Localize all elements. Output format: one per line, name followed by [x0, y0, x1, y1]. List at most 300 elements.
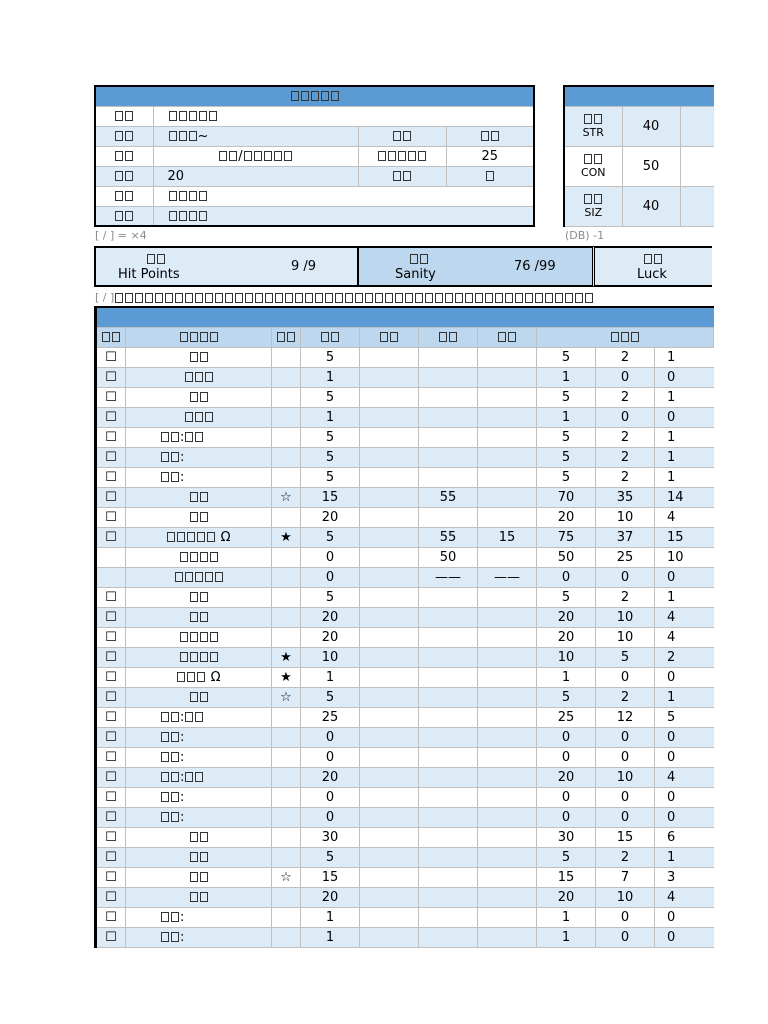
- skill-col1[interactable]: [360, 447, 419, 467]
- skill-name: :: [126, 427, 272, 447]
- glyph-placeholder: [125, 111, 133, 121]
- skill-col3[interactable]: [478, 487, 537, 507]
- skill-checkbox[interactable]: [96, 547, 126, 567]
- skill-base: 30: [301, 827, 360, 847]
- glyph-placeholder: [229, 151, 237, 161]
- skill-col2[interactable]: [419, 847, 478, 867]
- skill-half: 5: [596, 647, 655, 667]
- skill-checkbox[interactable]: ☐: [96, 467, 126, 487]
- glyph-placeholder: [190, 612, 198, 622]
- skill-row: [96, 827, 714, 847]
- glyph-placeholder: [264, 151, 272, 161]
- info-label: [358, 126, 446, 146]
- skill-col3[interactable]: [478, 847, 537, 867]
- skill-row: [96, 507, 714, 527]
- glyph-placeholder: [321, 91, 329, 101]
- attribute-name: CON: [564, 146, 622, 186]
- attribute-name: SIZ: [564, 186, 622, 226]
- skill-col1[interactable]: [360, 787, 419, 807]
- glyph-placeholder: [161, 452, 169, 462]
- skill-checkbox[interactable]: ☐: [96, 687, 126, 707]
- skill-col3[interactable]: [478, 687, 537, 707]
- skill-col2[interactable]: 55: [419, 527, 478, 547]
- info-value[interactable]: 20: [153, 166, 358, 186]
- skill-col1[interactable]: [360, 387, 419, 407]
- skill-checkbox[interactable]: ☐: [96, 707, 126, 727]
- skill-col3[interactable]: [478, 507, 537, 527]
- skill-col2[interactable]: [419, 427, 478, 447]
- skill-col1[interactable]: [360, 767, 419, 787]
- skill-col2[interactable]: [419, 727, 478, 747]
- skill-col1[interactable]: [360, 547, 419, 567]
- skill-col3[interactable]: [478, 827, 537, 847]
- glyph-placeholder: [185, 372, 193, 382]
- info-label: [95, 106, 153, 126]
- skill-col1[interactable]: [360, 747, 419, 767]
- attribute-value[interactable]: 50: [622, 146, 680, 186]
- skill-star: [272, 607, 301, 627]
- glyph-placeholder: [195, 772, 203, 782]
- skill-col2[interactable]: 55: [419, 487, 478, 507]
- skill-col3[interactable]: [478, 667, 537, 687]
- skill-name: :: [126, 707, 272, 727]
- glyph-placeholder: [165, 293, 173, 303]
- skill-name: :: [126, 907, 272, 927]
- skill-col2[interactable]: [419, 707, 478, 727]
- glyph-placeholder: [190, 852, 198, 862]
- glyph-placeholder: [535, 293, 543, 303]
- skill-star: ☆: [272, 487, 301, 507]
- glyph-placeholder: [187, 532, 195, 542]
- glyph-placeholder: [254, 151, 262, 161]
- skill-half: 10: [596, 607, 655, 627]
- glyph-placeholder: [161, 432, 169, 442]
- skill-checkbox[interactable]: ☐: [96, 807, 126, 827]
- skill-star: [272, 627, 301, 647]
- skill-checkbox[interactable]: ☐: [96, 747, 126, 767]
- glyph-placeholder: [274, 151, 282, 161]
- glyph-placeholder: [321, 332, 329, 342]
- skill-half: 0: [596, 927, 655, 947]
- skill-fifth: 0: [655, 367, 714, 387]
- glyph-placeholder: [498, 332, 506, 342]
- skill-star: ☆: [272, 867, 301, 887]
- skill-name: :: [126, 747, 272, 767]
- skill-star: [272, 367, 301, 387]
- skill-col1[interactable]: [360, 607, 419, 627]
- skill-row: [96, 747, 714, 767]
- skill-star: [272, 427, 301, 447]
- skill-fifth: 4: [655, 507, 714, 527]
- info-value[interactable]: ~: [153, 126, 358, 146]
- glyph-placeholder: [155, 293, 163, 303]
- glyph-placeholder: [475, 293, 483, 303]
- skill-col2[interactable]: [419, 767, 478, 787]
- skill-row: [96, 587, 714, 607]
- skill-col2[interactable]: [419, 667, 478, 687]
- glyph-placeholder: [465, 293, 473, 303]
- glyph-placeholder: [219, 151, 227, 161]
- skill-checkbox[interactable]: ☐: [96, 767, 126, 787]
- glyph-placeholder: [161, 792, 169, 802]
- skill-col2[interactable]: [419, 607, 478, 627]
- skill-checkbox[interactable]: ☐: [96, 347, 126, 367]
- skill-checkbox[interactable]: ☐: [96, 587, 126, 607]
- skill-col1[interactable]: [360, 907, 419, 927]
- skill-name: [126, 607, 272, 627]
- skill-col3[interactable]: [478, 927, 537, 947]
- skill-checkbox[interactable]: ☐: [96, 607, 126, 627]
- skill-row: [96, 607, 714, 627]
- glyph-placeholder: [403, 131, 411, 141]
- skill-col3[interactable]: [478, 607, 537, 627]
- skill-col3[interactable]: [478, 467, 537, 487]
- info-table: [94, 85, 535, 227]
- skill-col1[interactable]: [360, 467, 419, 487]
- skill-base: 0: [301, 547, 360, 567]
- skill-checkbox[interactable]: ☐: [96, 367, 126, 387]
- glyph-placeholder: [215, 293, 223, 303]
- skill-total: 5: [537, 467, 596, 487]
- skill-checkbox[interactable]: ☐: [96, 527, 126, 547]
- glyph-placeholder: [185, 772, 193, 782]
- glyph-placeholder: [491, 131, 499, 141]
- glyph-placeholder: [200, 892, 208, 902]
- skill-checkbox[interactable]: ☐: [96, 507, 126, 527]
- glyph-placeholder: [285, 293, 293, 303]
- skill-half: 2: [596, 347, 655, 367]
- attribute-value[interactable]: 40: [622, 106, 680, 146]
- info-label: [358, 166, 446, 186]
- skill-half: 0: [596, 747, 655, 767]
- skill-name: [126, 687, 272, 707]
- info-value[interactable]: [153, 106, 534, 126]
- info-value[interactable]: /: [153, 146, 358, 166]
- skill-checkbox[interactable]: ☐: [96, 787, 126, 807]
- glyph-placeholder: [190, 692, 198, 702]
- glyph-placeholder: [190, 892, 198, 902]
- glyph-placeholder: [115, 211, 123, 221]
- skill-name: [126, 407, 272, 427]
- skill-col1[interactable]: [360, 427, 419, 447]
- skill-row: [96, 487, 714, 507]
- skill-col1[interactable]: [360, 647, 419, 667]
- skill-total: 1: [537, 367, 596, 387]
- glyph-placeholder: [161, 772, 169, 782]
- skill-col2[interactable]: [419, 907, 478, 927]
- info-label: [95, 146, 153, 166]
- skill-col3[interactable]: [478, 347, 537, 367]
- glyph-placeholder: [325, 293, 333, 303]
- skill-col1[interactable]: [360, 687, 419, 707]
- glyph-placeholder: [161, 812, 169, 822]
- skill-star: [272, 767, 301, 787]
- glyph-placeholder: [125, 211, 133, 221]
- skill-star: [272, 847, 301, 867]
- glyph-placeholder: [125, 171, 133, 181]
- info-row: [95, 186, 534, 206]
- skill-half: 2: [596, 687, 655, 707]
- glyph-placeholder: [378, 151, 386, 161]
- skill-col2[interactable]: ——: [419, 567, 478, 587]
- skill-col1[interactable]: [360, 707, 419, 727]
- glyph-placeholder: [375, 293, 383, 303]
- glyph-placeholder: [177, 672, 185, 682]
- skill-base: 5: [301, 347, 360, 367]
- glyph-placeholder: [195, 372, 203, 382]
- skill-col3[interactable]: [478, 647, 537, 667]
- skill-star: [272, 707, 301, 727]
- glyph-placeholder: [180, 552, 188, 562]
- glyph-placeholder: [245, 293, 253, 303]
- skill-col3[interactable]: ——: [478, 567, 537, 587]
- skills-header: [96, 307, 714, 327]
- glyph-placeholder: [161, 732, 169, 742]
- skill-total: 20: [537, 607, 596, 627]
- glyph-placeholder: [171, 772, 179, 782]
- skill-checkbox[interactable]: ☐: [96, 667, 126, 687]
- skill-col2[interactable]: [419, 747, 478, 767]
- skills-column-header: [96, 327, 714, 347]
- skill-col1[interactable]: [360, 887, 419, 907]
- skill-half: 0: [596, 907, 655, 927]
- skill-name: :: [126, 727, 272, 747]
- skill-star: [272, 927, 301, 947]
- skill-half: 2: [596, 447, 655, 467]
- skill-col2[interactable]: [419, 407, 478, 427]
- glyph-placeholder: [199, 111, 207, 121]
- skill-col1[interactable]: [360, 867, 419, 887]
- skill-col1[interactable]: [360, 627, 419, 647]
- skill-total: 5: [537, 687, 596, 707]
- skill-col3[interactable]: [478, 407, 537, 427]
- glyph-placeholder: [171, 932, 179, 942]
- glyph-placeholder: [161, 752, 169, 762]
- info-value[interactable]: [446, 126, 534, 146]
- skill-checkbox[interactable]: ☐: [96, 727, 126, 747]
- skill-total: 1: [537, 927, 596, 947]
- skill-name: Ω: [126, 527, 272, 547]
- skill-checkbox[interactable]: ☐: [96, 487, 126, 507]
- glyph-placeholder: [244, 151, 252, 161]
- skill-fifth: 1: [655, 847, 714, 867]
- info-label: [358, 146, 446, 166]
- skill-base: 5: [301, 447, 360, 467]
- skill-col2[interactable]: [419, 627, 478, 647]
- glyph-placeholder: [380, 332, 388, 342]
- skill-half: 15: [596, 827, 655, 847]
- skill-checkbox[interactable]: ☐: [96, 407, 126, 427]
- skill-row: [96, 527, 714, 547]
- skill-col3[interactable]: [478, 867, 537, 887]
- skill-col3[interactable]: [478, 547, 537, 567]
- skill-col3[interactable]: [478, 707, 537, 727]
- sanity-label: Sanity: [395, 267, 436, 282]
- skill-col2[interactable]: [419, 367, 478, 387]
- skill-half: 0: [596, 407, 655, 427]
- skill-total: 5: [537, 387, 596, 407]
- skill-star: [272, 807, 301, 827]
- skill-base: 5: [301, 687, 360, 707]
- glyph-placeholder: [385, 293, 393, 303]
- skill-col1[interactable]: [360, 407, 419, 427]
- skill-col2[interactable]: [419, 827, 478, 847]
- skill-col2[interactable]: [419, 467, 478, 487]
- skill-col2[interactable]: [419, 347, 478, 367]
- skill-col1[interactable]: [360, 507, 419, 527]
- glyph-placeholder: [190, 552, 198, 562]
- skill-col1[interactable]: [360, 567, 419, 587]
- glyph-placeholder: [177, 532, 185, 542]
- skill-name: Ω: [126, 667, 272, 687]
- skill-base: 0: [301, 567, 360, 587]
- skill-fifth: 3: [655, 867, 714, 887]
- info-value[interactable]: [446, 166, 534, 186]
- skill-checkbox[interactable]: ☐: [96, 647, 126, 667]
- skill-checkbox[interactable]: ☐: [96, 427, 126, 447]
- glyph-placeholder: [115, 131, 123, 141]
- skill-checkbox[interactable]: ☐: [96, 387, 126, 407]
- glyph-placeholder: [161, 712, 169, 722]
- skill-col3[interactable]: [478, 447, 537, 467]
- glyph-placeholder: [207, 532, 215, 542]
- skill-checkbox[interactable]: ☐: [96, 627, 126, 647]
- skill-col3[interactable]: [478, 747, 537, 767]
- glyph-placeholder: [481, 131, 489, 141]
- skill-col3[interactable]: [478, 427, 537, 447]
- skill-col2[interactable]: [419, 647, 478, 667]
- skill-checkbox[interactable]: [96, 567, 126, 587]
- glyph-placeholder: [199, 191, 207, 201]
- skill-half: 10: [596, 767, 655, 787]
- skill-col2[interactable]: [419, 807, 478, 827]
- skill-col3[interactable]: [478, 907, 537, 927]
- skill-checkbox[interactable]: ☐: [96, 927, 126, 947]
- glyph-placeholder: [190, 832, 198, 842]
- skill-col3[interactable]: [478, 387, 537, 407]
- skill-total: 20: [537, 507, 596, 527]
- info-value[interactable]: [153, 186, 534, 206]
- skill-col2[interactable]: 50: [419, 547, 478, 567]
- glyph-placeholder: [418, 151, 426, 161]
- skill-fifth: 14: [655, 487, 714, 507]
- skill-col1[interactable]: [360, 587, 419, 607]
- skill-checkbox[interactable]: ☐: [96, 447, 126, 467]
- info-value[interactable]: 25: [446, 146, 534, 166]
- skill-row: [96, 367, 714, 387]
- skill-checkbox[interactable]: ☐: [96, 867, 126, 887]
- skill-checkbox[interactable]: ☐: [96, 907, 126, 927]
- skill-half: 0: [596, 667, 655, 687]
- skill-col1[interactable]: [360, 527, 419, 547]
- skill-col3[interactable]: [478, 887, 537, 907]
- skill-base: 0: [301, 747, 360, 767]
- skill-col2[interactable]: [419, 507, 478, 527]
- skill-col1[interactable]: [360, 367, 419, 387]
- attributes-header: [564, 86, 714, 106]
- glyph-placeholder: [171, 732, 179, 742]
- skill-checkbox[interactable]: ☐: [96, 827, 126, 847]
- glyph-placeholder: [200, 872, 208, 882]
- skill-col2[interactable]: [419, 867, 478, 887]
- glyph-placeholder: [200, 852, 208, 862]
- glyph-placeholder: [311, 91, 319, 101]
- skill-checkbox[interactable]: ☐: [96, 847, 126, 867]
- glyph-placeholder: [505, 293, 513, 303]
- glyph-placeholder: [189, 111, 197, 121]
- glyph-placeholder: [305, 293, 313, 303]
- skill-col1[interactable]: [360, 727, 419, 747]
- skill-col2[interactable]: [419, 387, 478, 407]
- skill-col3[interactable]: [478, 587, 537, 607]
- info-value[interactable]: [153, 206, 534, 226]
- skill-col3[interactable]: [478, 807, 537, 827]
- skill-col2[interactable]: [419, 447, 478, 467]
- skill-col3[interactable]: [478, 367, 537, 387]
- skill-row: [96, 927, 714, 947]
- skill-row: [96, 467, 714, 487]
- attribute-row: [564, 106, 714, 146]
- skill-col2[interactable]: [419, 887, 478, 907]
- skill-base: 20: [301, 507, 360, 527]
- glyph-placeholder: [291, 91, 299, 101]
- skill-fifth: 1: [655, 687, 714, 707]
- info-title: [95, 86, 534, 106]
- skill-col3[interactable]: [478, 787, 537, 807]
- skill-col1[interactable]: [360, 347, 419, 367]
- skill-col1[interactable]: [360, 667, 419, 687]
- skill-col3[interactable]: [478, 767, 537, 787]
- skill-col3[interactable]: [478, 727, 537, 747]
- glyph-placeholder: [175, 572, 183, 582]
- skill-name: [126, 367, 272, 387]
- glyph-placeholder: [200, 332, 208, 342]
- skill-row: [96, 647, 714, 667]
- skill-half: 37: [596, 527, 655, 547]
- attribute-value[interactable]: 40: [622, 186, 680, 226]
- skill-col3[interactable]: [478, 627, 537, 647]
- skill-total: 25: [537, 707, 596, 727]
- skill-col1[interactable]: [360, 847, 419, 867]
- glyph-placeholder: [415, 293, 423, 303]
- skill-col2[interactable]: [419, 687, 478, 707]
- skill-col2[interactable]: [419, 927, 478, 947]
- skill-row: [96, 847, 714, 867]
- skill-name: :: [126, 767, 272, 787]
- skill-col2[interactable]: [419, 587, 478, 607]
- skill-checkbox[interactable]: ☐: [96, 887, 126, 907]
- skill-col1[interactable]: [360, 807, 419, 827]
- skill-star: [272, 507, 301, 527]
- glyph-placeholder: [171, 472, 179, 482]
- skill-total: 1: [537, 667, 596, 687]
- skill-col2[interactable]: [419, 787, 478, 807]
- skill-col1[interactable]: [360, 827, 419, 847]
- skill-half: 0: [596, 567, 655, 587]
- glyph-placeholder: [180, 652, 188, 662]
- glyph-placeholder: [180, 332, 188, 342]
- info-label: [95, 186, 153, 206]
- skill-half: 35: [596, 487, 655, 507]
- glyph-placeholder: [393, 171, 401, 181]
- skill-col1[interactable]: [360, 487, 419, 507]
- skill-col3[interactable]: 15: [478, 527, 537, 547]
- glyph-placeholder: [179, 191, 187, 201]
- glyph-placeholder: [180, 632, 188, 642]
- skill-row: [96, 547, 714, 567]
- skill-col1[interactable]: [360, 927, 419, 947]
- glyph-placeholder: [594, 194, 602, 204]
